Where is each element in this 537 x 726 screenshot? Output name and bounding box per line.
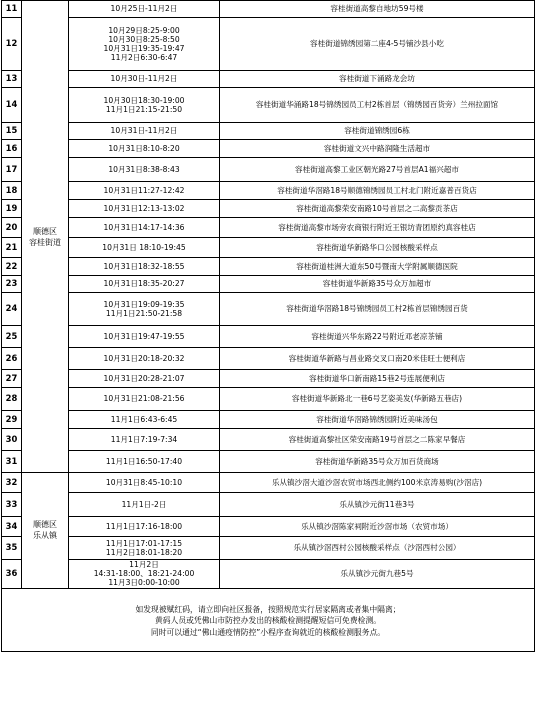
- row-number: 21: [2, 238, 22, 258]
- visit-time-cell: [69, 158, 220, 182]
- table-row: [2, 451, 535, 473]
- visit-time: 10月31日19:47-19:55: [103, 331, 185, 341]
- location-cell: 容桂街道华新路华口公园核酸采样点: [220, 238, 535, 258]
- visit-time: 10月31日8:45-10:10: [105, 477, 183, 487]
- row-number: 19: [2, 200, 22, 218]
- visit-time: 10月31日21:08-21:56: [103, 394, 185, 404]
- note-line: 黄码人员或凭佛山市防控办发出的核酸检测提醒短信可免费检测。: [154, 616, 382, 626]
- location-cell: 乐从镇沙滘西村公园核酸采样点（沙滘西村公园）: [220, 537, 535, 560]
- row-number: 15: [2, 123, 22, 140]
- visit-time: 11月1日16:50-17:40: [105, 456, 183, 466]
- row-number: 23: [2, 276, 22, 293]
- row-number: 28: [2, 388, 22, 411]
- location-cell: 容桂街道高黎自地坊59号楼: [220, 1, 535, 18]
- row-number: 26: [2, 348, 22, 370]
- visit-time: 10月31日12:13-13:02: [103, 203, 185, 213]
- visit-time-cell: [69, 1, 220, 18]
- table-row: [2, 560, 535, 589]
- row-number: 33: [2, 493, 22, 517]
- location-cell: 容桂街道华滘路锦绣园附近美味汤包: [220, 411, 535, 429]
- visit-time-cell: [69, 517, 220, 537]
- visit-time: 10月25日-11月2日: [110, 4, 178, 14]
- row-number: 17: [2, 158, 22, 182]
- location-cell: 容桂街道华新路北一巷6号艺姿美发(华新路五巷店): [220, 388, 535, 411]
- location-cell: 容桂街道桂洲大道东50号暨南大学附属顺德医院: [220, 258, 535, 276]
- visit-time-cell: [69, 560, 220, 589]
- visit-time-cell: [69, 293, 220, 326]
- visit-time: 10月31日8:38-8:43: [108, 164, 180, 174]
- location-cell: 容桂街道华口新南路15巷2号连展便利店: [220, 370, 535, 388]
- note-cell: [2, 588, 535, 651]
- location-cell: 乐从镇沙元街九巷5号: [220, 560, 535, 589]
- table-row: [2, 88, 535, 123]
- visit-time-cell: [69, 537, 220, 560]
- visit-time-cell: [69, 388, 220, 411]
- visit-time-cell: [69, 493, 220, 517]
- table-row: [2, 71, 535, 88]
- row-number: 12: [2, 18, 22, 71]
- table-row: [2, 348, 535, 370]
- visit-time: 10月31日-11月2日: [110, 126, 178, 136]
- district-cell: [22, 473, 69, 589]
- location-cell: 容桂街道华滘路18号顺德锦绣园员工村北门附近嘉普百货店: [220, 182, 535, 200]
- visit-time: 10月31日8:10-8:20: [108, 143, 180, 153]
- visit-time-cell: [69, 370, 220, 388]
- visit-time: 10月31日20:28-21:07: [103, 373, 185, 383]
- visit-time: 10月31日19:09-19:35: [103, 299, 185, 309]
- row-number: 16: [2, 140, 22, 158]
- visit-time: 10月30日18:30-19:00: [103, 95, 185, 105]
- table-row: [2, 18, 535, 71]
- table-body: [2, 1, 535, 652]
- table-row: [2, 276, 535, 293]
- visit-time: 11月1日6:43-6:45: [110, 414, 178, 424]
- table-row: [2, 1, 535, 18]
- table-row: [2, 473, 535, 493]
- visit-time-cell: [69, 182, 220, 200]
- visit-time: 10月31日18:32-18:55: [103, 261, 185, 271]
- row-number: 32: [2, 473, 22, 493]
- risk-location-table: [1, 0, 535, 652]
- table-row: [2, 493, 535, 517]
- visit-time: 10月31日11:27-12:42: [103, 185, 185, 195]
- visit-time-cell: [69, 71, 220, 88]
- visit-time: 11月2日: [129, 560, 159, 569]
- table-row: [2, 140, 535, 158]
- row-number: 11: [2, 1, 22, 18]
- row-number: 35: [2, 537, 22, 560]
- location-cell: 容桂街道高黎工业区朝光路27号首层A1福兴超市: [220, 158, 535, 182]
- row-number: 34: [2, 517, 22, 537]
- table-row: [2, 293, 535, 326]
- row-number: 36: [2, 560, 22, 589]
- table-row: [2, 517, 535, 537]
- table-row: [2, 182, 535, 200]
- visit-time-cell: [69, 276, 220, 293]
- table-row: [2, 370, 535, 388]
- visit-time: 10月31日20:18-20:32: [103, 353, 185, 363]
- visit-time: 11月1日21:50-21:58: [105, 309, 183, 318]
- row-number: 29: [2, 411, 22, 429]
- visit-time-cell: [69, 411, 220, 429]
- table-row: [2, 238, 535, 258]
- district-label: 顺德区: [33, 520, 57, 530]
- table-row: [2, 218, 535, 238]
- location-cell: 容桂街道下涌路龙会坊: [220, 71, 535, 88]
- visit-time: 14:31-18:00、18:21-24:00: [93, 569, 195, 579]
- visit-time: 11月1日-2日: [121, 499, 167, 509]
- row-number: 22: [2, 258, 22, 276]
- visit-time: 11月3日0:00-10:00: [108, 578, 180, 588]
- table-row: [2, 388, 535, 411]
- visit-time-cell: [69, 123, 220, 140]
- visit-time: 10月31日14:17-14:36: [103, 222, 185, 232]
- location-cell: 容桂街道兴华东路22号附近邓老凉茶铺: [220, 326, 535, 348]
- visit-time-cell: [69, 18, 220, 71]
- location-cell: 容桂街道华滘路18号锦绣园员工村2栋首层锦绣园百货: [220, 293, 535, 326]
- district-label: 顺德区: [33, 226, 57, 236]
- table-row: [2, 123, 535, 140]
- district-label: 容桂街道: [29, 237, 61, 247]
- table-row: [2, 429, 535, 451]
- location-cell: 容桂街道华涌路18号锦绣园员工村2栋首层（锦绣园百货旁）兰州拉面馆: [220, 88, 535, 123]
- location-cell: 乐从镇沙元街11巷3号: [220, 493, 535, 517]
- note-row: [2, 588, 535, 651]
- visit-time: 10月31日 18:10-19:45: [102, 242, 186, 252]
- visit-time: 10月30日-11月2日: [110, 74, 178, 84]
- visit-time: 11月1日7:19-7:34: [110, 434, 178, 444]
- note-line: 同时可以通过“佛山通疫情防控”小程序查询就近的核酸检测服务点。: [150, 627, 386, 637]
- row-number: 18: [2, 182, 22, 200]
- visit-time-cell: [69, 473, 220, 493]
- district-label: 乐从镇: [33, 531, 57, 541]
- row-number: 14: [2, 88, 22, 123]
- location-cell: 容桂街道华新路35号众万加百货商场: [220, 451, 535, 473]
- location-cell: 乐从镇沙滘大道沙滘农贸市场西北侧约100米京涛易购(沙滘店): [220, 473, 535, 493]
- location-cell: 容桂街道华新路35号众万加超市: [220, 276, 535, 293]
- visit-time: 11月1日17:16-18:00: [105, 521, 183, 531]
- row-number: 27: [2, 370, 22, 388]
- location-cell: 容桂街道文兴中路润隆生活超市: [220, 140, 535, 158]
- visit-time: 11月2日6:30-6:47: [110, 53, 178, 63]
- district-cell: [22, 1, 69, 473]
- visit-time-cell: [69, 200, 220, 218]
- table-row: [2, 200, 535, 218]
- visit-time-cell: [69, 451, 220, 473]
- table-row: [2, 411, 535, 429]
- visit-time-cell: [69, 326, 220, 348]
- visit-time: 10月31日19:35-19:47: [103, 44, 185, 53]
- visit-time-cell: [69, 238, 220, 258]
- visit-time-cell: [69, 218, 220, 238]
- row-number: 31: [2, 451, 22, 473]
- table-row: [2, 326, 535, 348]
- table-row: [2, 258, 535, 276]
- location-cell: 容桂街道锦绣园第二座4-5号铺沙县小吃: [220, 18, 535, 71]
- location-cell: 容桂街道高黎社区荣安南路19号首层之二陈家早餐店: [220, 429, 535, 451]
- visit-time-cell: [69, 429, 220, 451]
- visit-time-cell: [69, 348, 220, 370]
- visit-time: 10月30日8:25-8:50: [108, 34, 180, 44]
- location-cell: 容桂街道华新路与昌业路交叉口南20米佳旺士便利店: [220, 348, 535, 370]
- visit-time: 11月2日18:01-18:20: [105, 548, 183, 557]
- visit-time: 11月1日21:15-21:50: [105, 105, 183, 114]
- row-number: 13: [2, 71, 22, 88]
- visit-time-cell: [69, 88, 220, 123]
- location-cell: 容桂街道高黎荣安南路10号首层之二高黎贡茶店: [220, 200, 535, 218]
- visit-time-cell: [69, 140, 220, 158]
- row-number: 30: [2, 429, 22, 451]
- location-cell: 乐从镇沙滘陈家祠附近沙滘市场（农贸市场）: [220, 517, 535, 537]
- note-line: 如发现被赋红码，请立即向社区报备，按照规范实行居家隔离或者集中隔离；: [135, 604, 401, 614]
- row-number: 25: [2, 326, 22, 348]
- table-row: [2, 537, 535, 560]
- visit-time: 11月1日17:01-17:15: [105, 538, 183, 548]
- row-number: 24: [2, 293, 22, 326]
- location-cell: 容桂街道高黎市场旁农商银行附近王银坊青团原约真容桂店: [220, 218, 535, 238]
- visit-time-cell: [69, 258, 220, 276]
- visit-time: 10月31日18:35-20:27: [103, 279, 185, 289]
- visit-time: 10月29日8:25-9:00: [108, 25, 180, 35]
- row-number: 20: [2, 218, 22, 238]
- table-row: [2, 158, 535, 182]
- location-cell: 容桂街道锦绣园6栋: [220, 123, 535, 140]
